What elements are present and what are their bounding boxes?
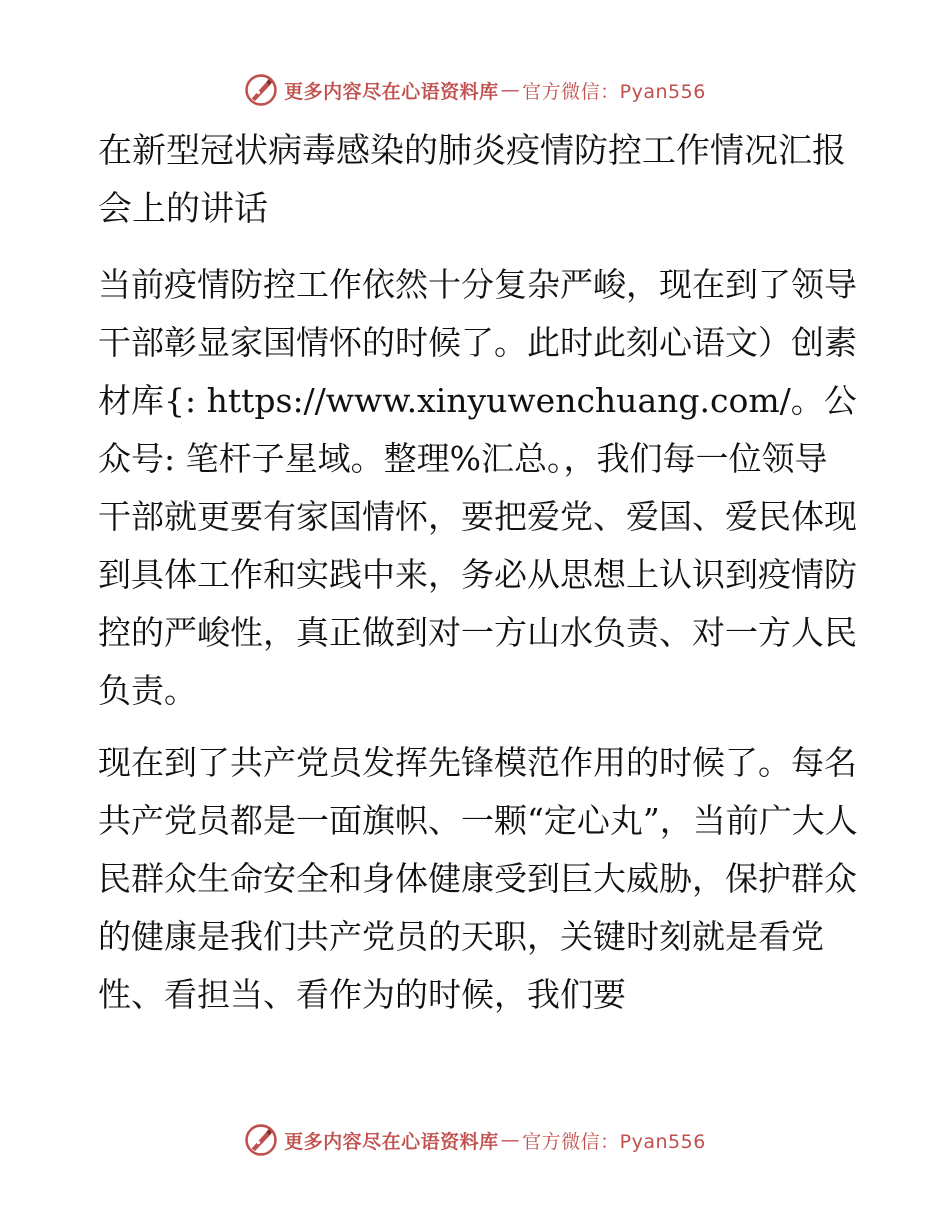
- watermark-separator: —: [500, 1129, 521, 1151]
- paragraph: 现在到了共产党员发挥先锋模范作用的时候了。每名共产党员都是一面旗帜、一颗“定心丸”，当前广大人民群众生命安全和身体健康受到巨大威胁，保护群众的健康是我们共产党员的天职，关键时刻就是看党性、看担当、看作为的时候，我们要: [98, 743, 858, 1014]
- watermark-separator: —: [500, 79, 521, 101]
- footer-watermark: [0, 1120, 950, 1160]
- watermark-contact: 官方微信：Pyan556: [522, 80, 706, 103]
- document-title: 在新型冠状病毒感染的肺炎疫情防控工作情况汇报会上的讲话: [98, 131, 846, 229]
- watermark-text: 更多内容尽在心语资料库: [284, 1130, 499, 1153]
- paragraph: 当前疫情防控工作依然十分复杂严峻，现在到了领导干部彰显家国情怀的时候了。此时此刻心语文）创素材库{: https://www.xinyuwenchuang.com/。公众号: 笔杆子星域。整理%汇总。，我们每一位领导干部就更要有家国情怀，要把爱党、爱国、爱民体现到具体工作和实践中来，务必从思想上认识到疫情防控的严峻性，真正做到对一方山水负责、对一方人民负责。: [98, 265, 857, 710]
- pen-logo-icon: [244, 73, 278, 107]
- watermark-text: 更多内容尽在心语资料库: [284, 80, 499, 103]
- watermark-contact: 官方微信：Pyan556: [522, 1130, 706, 1153]
- pen-logo-icon: [244, 1123, 278, 1157]
- document-body: [98, 122, 858, 1024]
- header-watermark: [0, 70, 950, 110]
